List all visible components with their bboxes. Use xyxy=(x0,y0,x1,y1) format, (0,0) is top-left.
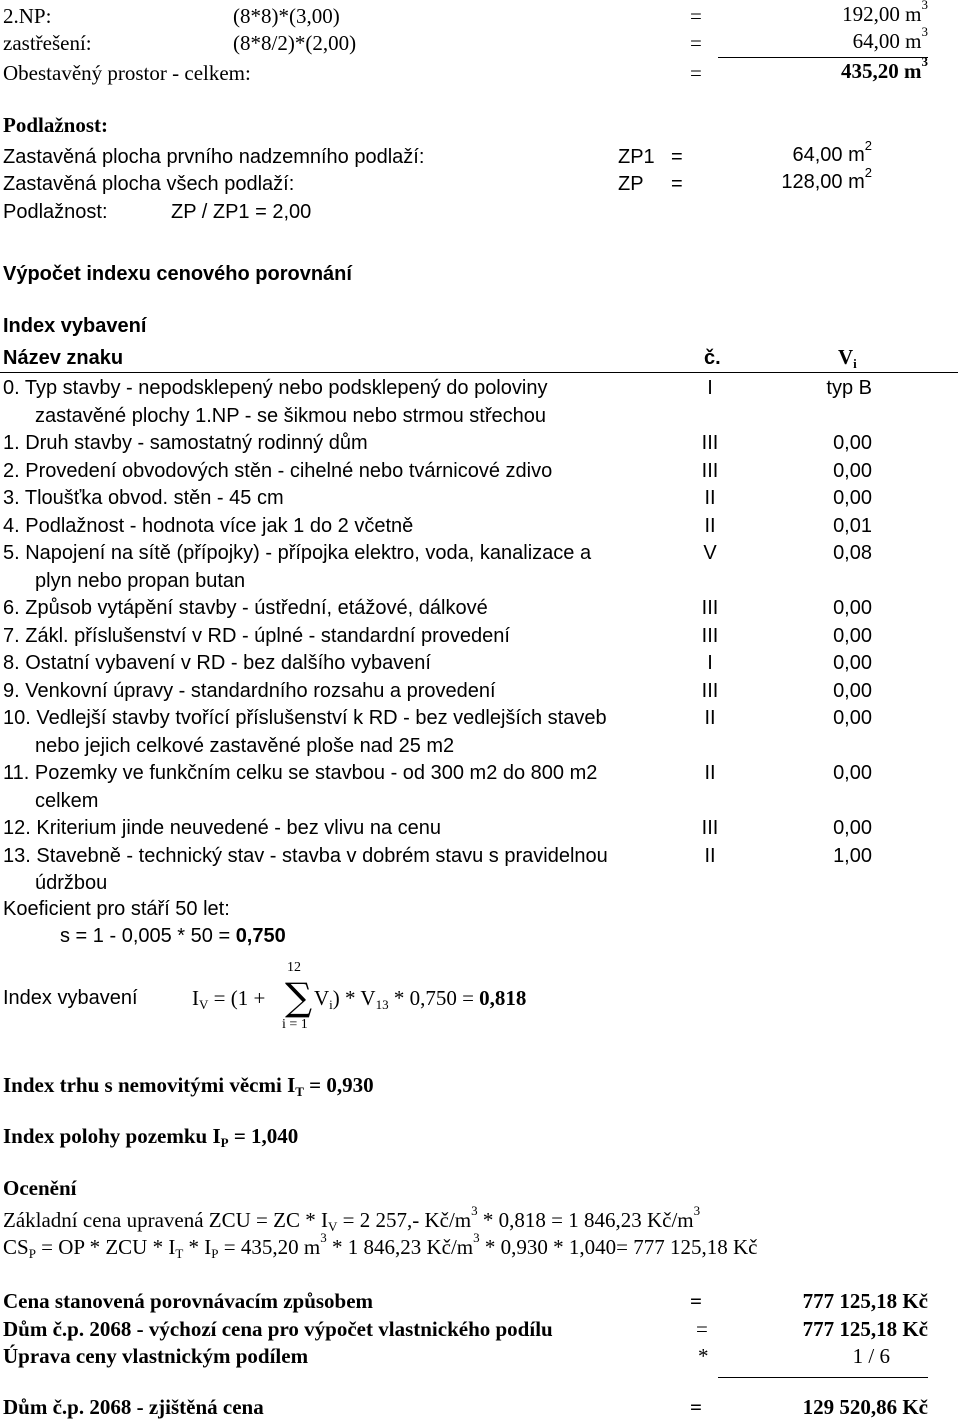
total-label: Obestavěný prostor - celkem: xyxy=(3,61,251,85)
table-row-text: 3. Tloušťka obvod. stěn - 45 cm xyxy=(3,487,284,509)
summary-rule xyxy=(718,1377,928,1378)
density-heading: Podlažnost: xyxy=(3,113,108,137)
table-row-value: 0,00 xyxy=(833,707,872,729)
table-row-value: 1,00 xyxy=(833,844,872,867)
table-row-text: 4. Podlažnost - hodnota více jak 1 do 2 včetně xyxy=(3,514,414,537)
index-heading: Výpočet indexu cenového porovnání xyxy=(3,263,352,285)
table-row-text-cont: zastavěné plochy 1.NP - se šikmou nebo strmou střechou xyxy=(35,404,546,427)
summary-value-0: 777 125,18 Kč xyxy=(802,1289,928,1313)
final-value: 129 520,86 Kč xyxy=(802,1395,928,1419)
table-row-class: III xyxy=(701,624,719,647)
table-row-class: I xyxy=(707,377,713,399)
total-value: 435,20 $m^3$ xyxy=(841,54,928,83)
zp-sym: ZP xyxy=(618,173,644,195)
summary-label-0: Cena stanovená porovnávacím způsobem xyxy=(3,1289,374,1313)
table-row-text: 1. Druh stavby - samostatný rodinný dům xyxy=(3,432,368,454)
table-row-text-cont: nebo jejich celkové zastavěné ploše nad 25 m2 xyxy=(35,734,455,757)
table-row-text: 12. Kriterium jinde neuvedené - bez vlivu na cenu xyxy=(3,817,442,839)
table-row-value: 0,01 xyxy=(833,514,872,537)
density-result-label: Podlažnost: xyxy=(3,201,108,223)
sigma-bottom: i = 1 xyxy=(282,1017,308,1032)
table-row-text: 0. Typ stavby - nepodsklepený nebo podsklepený do poloviny xyxy=(3,377,548,399)
table-row-value: 0,00 xyxy=(833,817,872,839)
market-index: Index trhu s nemovitými věcmi $I_T = 0,930$ xyxy=(3,1073,374,1099)
sum-rule xyxy=(718,57,928,58)
table-row-text: 10. Vedlejší stavby tvořící příslušenství k RD - bez vedlejších staveb xyxy=(3,707,607,729)
iv-label: Index vybavení xyxy=(3,987,138,1009)
table-row-value: 0,00 xyxy=(833,624,872,647)
valuation-heading: Ocenění xyxy=(3,1176,77,1200)
table-row-value: 0,00 xyxy=(833,597,872,619)
location-index: Index polohy pozemku $I_P = 1,040$ xyxy=(3,1124,299,1150)
summary-op-2: * xyxy=(698,1344,709,1368)
table-row-text: 5. Napojení na sítě (přípojky) - přípojka elektro, voda, kanalizace a xyxy=(3,542,592,564)
table-row-value: 0,08 xyxy=(833,542,872,564)
zp1-sym: ZP1 xyxy=(618,146,655,168)
csp-formula: $CS_P$ = OP * ZCU * $I_T * I_P = 435,20$ $m^3 * 1$ 846,23 $Kč/m^3 * 0,930 * 1,040= 777$ 125,18 Kč xyxy=(3,1230,758,1261)
zp1-value: 64,00 $m^2$ xyxy=(792,138,872,166)
table-row-class: V xyxy=(703,542,717,564)
np2-formula: (8*8)*(3,00) xyxy=(233,4,340,28)
table-row-text: 7. Zákl. příslušenství v RD - úplné - standardní provedení xyxy=(3,624,510,647)
total-eq: = xyxy=(690,61,702,85)
table-row-value: typ B xyxy=(826,377,872,399)
summary-value-1: 777 125,18 Kč xyxy=(802,1317,928,1341)
table-row-class: III xyxy=(701,432,719,454)
table-row-text: 11. Pozemky ve funkčním celku se stavbou - od 300 m2 do 800 m2 xyxy=(3,762,598,784)
table-row-class: II xyxy=(704,514,716,537)
col-v-header: $V_i$ xyxy=(838,345,857,371)
table-row-class: III xyxy=(701,679,719,702)
table-row-value: 0,00 xyxy=(833,459,872,482)
np2-label: 2.NP: xyxy=(3,4,52,28)
final-op: = xyxy=(690,1395,702,1419)
summary-op-1: = xyxy=(696,1317,708,1341)
sigma-top: 12 xyxy=(287,960,301,975)
table-row-text: 9. Venkovní úpravy - standardního rozsahu a provedení xyxy=(3,679,496,702)
summary-label-1: Dům č.p. 2068 - výchozí cena pro výpočet vlastnického podílu xyxy=(3,1317,553,1341)
zp-eq: = xyxy=(671,173,683,195)
table-row-text-cont: údržbou xyxy=(35,872,108,894)
roof-label: zastřešení: xyxy=(3,31,92,55)
equipment-heading: Index vybavení xyxy=(3,315,147,337)
table-row-class: II xyxy=(704,707,716,729)
sigma-symbol: ∑ xyxy=(285,975,313,1019)
zp-label: Zastavěná plocha všech podlaží: xyxy=(3,173,295,195)
table-row-class: III xyxy=(701,597,719,619)
col-c-header: č. xyxy=(704,347,721,369)
table-row-class: III xyxy=(701,459,719,482)
roof-eq: = xyxy=(690,31,702,55)
roof-formula: (8*8/2)*(2,00) xyxy=(233,31,357,55)
np2-value: 192,00 $m^3$ xyxy=(842,0,928,26)
table-row-text: 8. Ostatní vybavení v RD - bez dalšího vybavení xyxy=(3,652,431,674)
age-label: Koeficient pro stáří 50 let: xyxy=(3,898,230,920)
zp-value: 128,00 $m^2$ xyxy=(781,165,872,193)
table-row-value: 0,00 xyxy=(833,487,872,509)
table-row-value: 0,00 xyxy=(833,679,872,702)
roof-value: 64,00 $m^3$ xyxy=(852,24,928,53)
col-name-header: Název znaku xyxy=(3,347,124,369)
summary-label-2: Úprava ceny vlastnickým podílem xyxy=(3,1344,309,1368)
table-row-text: 2. Provedení obvodových stěn - cihelné nebo tvárnicové zdivo xyxy=(3,459,553,482)
table-row-value: 0,00 xyxy=(833,762,872,784)
table-row-class: II xyxy=(704,762,716,784)
table-row-text-cont: plyn nebo propan butan xyxy=(35,569,246,592)
zp1-label: Zastavěná plocha prvního nadzemního podlaží: xyxy=(3,146,425,168)
table-row-class: III xyxy=(701,817,719,839)
np2-eq: = xyxy=(690,4,702,28)
zp1-eq: = xyxy=(671,146,683,168)
iv-formula-left: $I_V = (1$ + xyxy=(192,986,266,1012)
summary-value-2: 1 / 6 xyxy=(852,1344,890,1368)
table-row-text-cont: celkem xyxy=(35,789,99,812)
table-header-rule xyxy=(0,372,958,373)
table-row-class: II xyxy=(704,844,716,867)
final-label: Dům č.p. 2068 - zjištěná cena xyxy=(3,1395,264,1419)
age-formula: s = 1 - 0,005 * 50 = 0,750 xyxy=(60,925,286,947)
table-row-text: 6. Způsob vytápění stavby - ústřední, etážové, dálkové xyxy=(3,597,488,619)
summary-op-0: = xyxy=(690,1289,702,1313)
table-row-value: 0,00 xyxy=(833,432,872,454)
table-row-class: I xyxy=(707,652,713,674)
table-row-class: II xyxy=(704,487,716,509)
zcu-formula: Základní cena upravená ZCU = ZC * $I_V = 2$ 257,- $Kč/m^3 * 0,818 = 1$ 846,23 $Kč/m^3$ xyxy=(3,1203,701,1234)
density-result-formula: ZP / ZP1 = 2,00 xyxy=(171,201,312,223)
table-row-text: 13. Stavebně - technický stav - stavba v dobrém stavu s pravidelnou xyxy=(3,844,608,867)
iv-formula-right: $V_i) * V_{13} * 0,750 = 0,818$ xyxy=(314,986,527,1012)
table-row-value: 0,00 xyxy=(833,652,872,674)
